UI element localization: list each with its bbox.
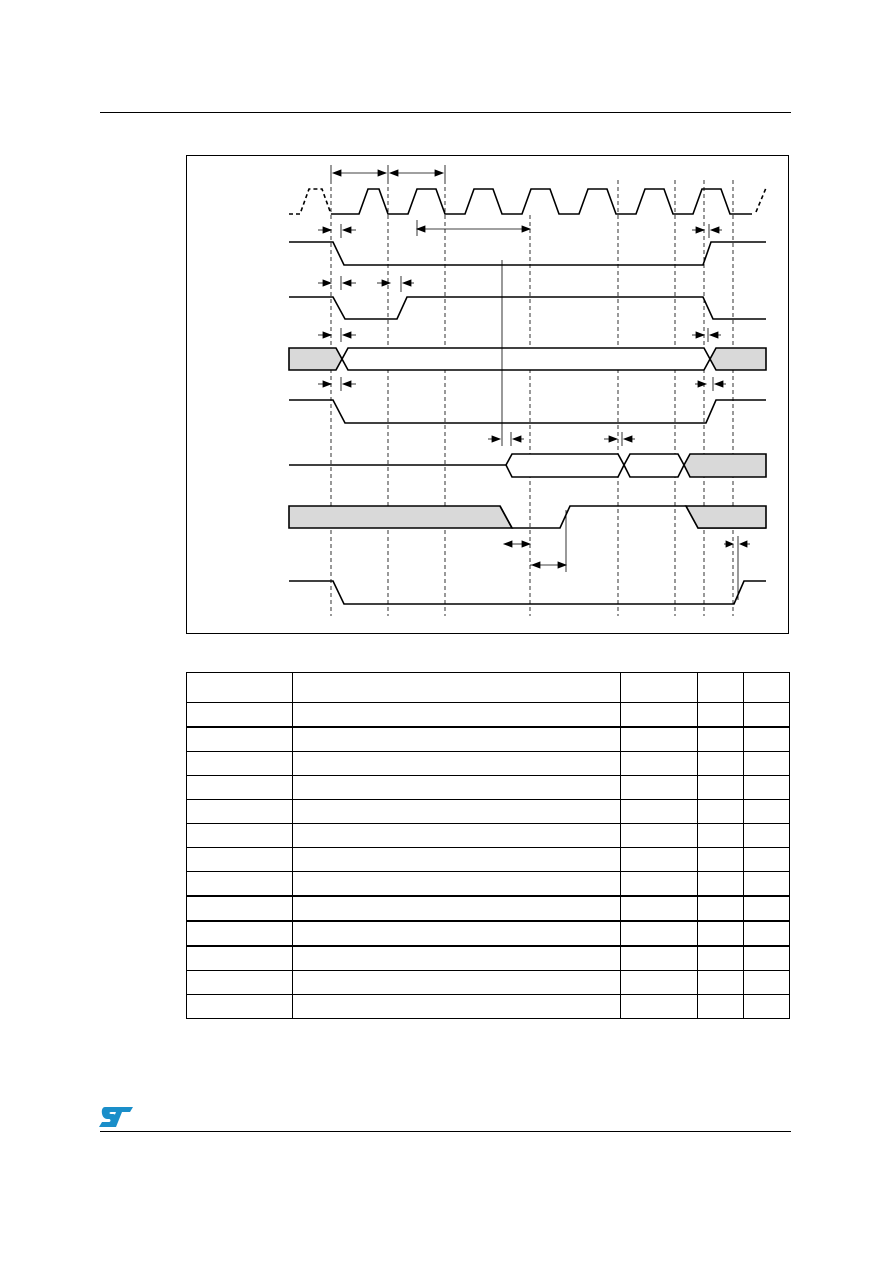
header-cell-symbol	[187, 673, 293, 703]
arrow-head	[435, 170, 443, 176]
table-cell	[187, 995, 293, 1019]
timing-parameters-table	[186, 672, 790, 1019]
header-cell-parameter	[293, 673, 621, 703]
signal-7-markers	[504, 510, 566, 572]
bus-invalid-left	[289, 506, 512, 528]
table-cell	[744, 848, 790, 872]
table-header-row	[187, 673, 790, 703]
st-logo	[99, 1105, 135, 1129]
footer-rule	[100, 1131, 791, 1132]
bus-invalid-left	[289, 348, 342, 370]
bus-data-2	[624, 454, 684, 477]
table-row	[187, 800, 790, 824]
table-cell	[621, 872, 698, 897]
table-cell	[621, 946, 698, 971]
table-cell	[621, 800, 698, 824]
table-row	[187, 946, 790, 971]
table-cell	[621, 995, 698, 1019]
table-cell	[293, 752, 621, 776]
table-cell	[744, 971, 790, 995]
table-cell	[698, 703, 744, 728]
reference-lines	[331, 180, 733, 616]
table-cell	[621, 727, 698, 752]
table-cell	[187, 776, 293, 800]
table-cell	[744, 946, 790, 971]
bus-invalid-right	[710, 348, 766, 370]
table-cell	[187, 872, 293, 897]
table-row	[187, 971, 790, 995]
arrow-head	[390, 170, 398, 176]
signal-2	[289, 242, 766, 265]
signal-7-bus	[289, 506, 766, 528]
table-cell	[293, 921, 621, 946]
table-cell	[621, 824, 698, 848]
table-cell	[621, 848, 698, 872]
table-row	[187, 921, 790, 946]
table-cell	[187, 946, 293, 971]
table-cell	[187, 896, 293, 921]
table-cell	[744, 800, 790, 824]
arrow-head	[378, 170, 386, 176]
signal-4-bus	[289, 348, 766, 370]
table-cell	[187, 703, 293, 728]
table-cell	[744, 921, 790, 946]
arrow-head	[417, 226, 425, 232]
signal-4-markers	[318, 328, 721, 342]
table-cell	[187, 921, 293, 946]
header-cell-unit	[744, 673, 790, 703]
table-cell	[698, 971, 744, 995]
table-cell	[698, 946, 744, 971]
table-cell	[621, 921, 698, 946]
table-cell	[698, 921, 744, 946]
table-cell	[621, 703, 698, 728]
signal-8	[289, 581, 766, 604]
table-cell	[744, 995, 790, 1019]
table-row	[187, 995, 790, 1019]
table-cell	[187, 752, 293, 776]
signal-5	[289, 400, 766, 423]
table-cell	[293, 727, 621, 752]
table-row	[187, 776, 790, 800]
table-row	[187, 896, 790, 921]
table-cell	[744, 824, 790, 848]
table-row	[187, 824, 790, 848]
header-cell-max	[698, 673, 744, 703]
table-cell	[698, 872, 744, 897]
table-cell	[621, 971, 698, 995]
arrow-head	[522, 226, 530, 232]
table-cell	[293, 995, 621, 1019]
table-row	[187, 752, 790, 776]
signal-3-markers	[318, 276, 414, 292]
table-cell	[698, 896, 744, 921]
signal-6-bus	[289, 454, 766, 477]
bus-data-1	[506, 454, 624, 477]
table-cell	[698, 824, 744, 848]
table-cell	[293, 703, 621, 728]
table-cell	[698, 752, 744, 776]
table-cell	[293, 776, 621, 800]
clock-signal	[289, 188, 766, 214]
table-cell	[698, 800, 744, 824]
table-cell	[744, 752, 790, 776]
table-cell	[293, 971, 621, 995]
table-cell	[698, 776, 744, 800]
table-cell	[621, 776, 698, 800]
arrow-head	[333, 170, 341, 176]
table-cell	[187, 971, 293, 995]
table-cell	[187, 727, 293, 752]
table-cell	[744, 872, 790, 897]
table-cell	[744, 703, 790, 728]
signal-2-markers	[318, 224, 722, 238]
table-row	[187, 848, 790, 872]
clock-dashed-lead	[289, 189, 331, 214]
table-cell	[621, 752, 698, 776]
table-row	[187, 703, 790, 728]
clock-dashed-tail	[756, 188, 766, 212]
signal-3	[289, 297, 766, 319]
table-cell	[744, 776, 790, 800]
bus-invalid-right	[686, 506, 766, 528]
table-cell	[293, 946, 621, 971]
table-row	[187, 727, 790, 752]
table-cell	[698, 727, 744, 752]
period-markers	[331, 165, 530, 236]
table-cell	[698, 995, 744, 1019]
table-cell	[293, 824, 621, 848]
signal-5-markers	[318, 377, 726, 391]
header-cell-min	[621, 673, 698, 703]
table-cell	[744, 896, 790, 921]
table-cell	[293, 800, 621, 824]
signal-8-markers	[724, 536, 750, 600]
table-cell	[621, 896, 698, 921]
table-cell	[187, 800, 293, 824]
table-cell	[698, 848, 744, 872]
bus-invalid	[684, 454, 766, 477]
table-cell	[293, 896, 621, 921]
bus-valid	[342, 348, 710, 370]
table-cell	[744, 727, 790, 752]
table-cell	[293, 848, 621, 872]
table-row	[187, 872, 790, 897]
table-cell	[187, 848, 293, 872]
table-cell	[187, 824, 293, 848]
table-cell	[293, 872, 621, 897]
clock-waveform	[331, 189, 752, 214]
